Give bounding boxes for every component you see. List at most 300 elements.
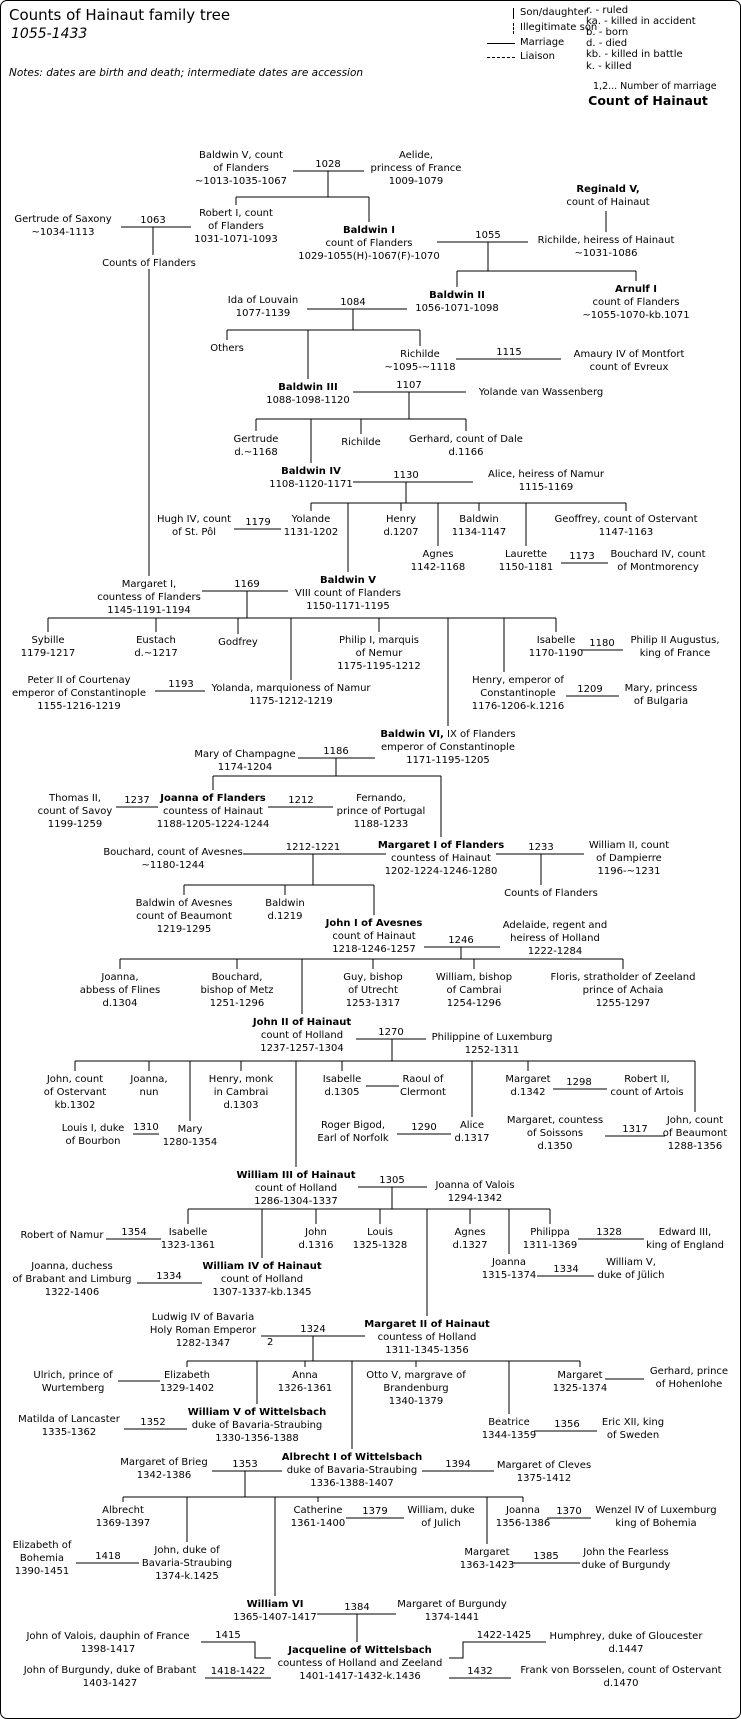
- person-text-line: king of Bohemia: [615, 1518, 697, 1529]
- person-text-line: of Soissons: [526, 1128, 584, 1139]
- abbrev-ruled: r. - ruled: [586, 5, 629, 16]
- person-gerhard-hohenlohe: [650, 1365, 728, 1391]
- person-text-line: Margaret I of Flanders: [377, 840, 505, 851]
- person-ida-louvain: [228, 294, 298, 320]
- person-text-line: count of Holland: [260, 1030, 344, 1041]
- person-text-line: 1196-~1231: [597, 866, 661, 877]
- person-text-line: 1375-1412: [516, 1473, 572, 1484]
- marriage-year-1246: 1246: [448, 935, 474, 946]
- person-text-line: William, duke: [407, 1505, 475, 1516]
- person-text-line: 1237-1257-1304: [260, 1043, 344, 1054]
- person-text-line: Agnes: [454, 1227, 486, 1238]
- person-eustach: [134, 634, 177, 660]
- person-text-line: countess of Flanders: [97, 592, 201, 603]
- person-text-line: 1202-1224-1246-1280: [384, 866, 498, 877]
- person-text-line: count of Artois: [610, 1087, 684, 1098]
- person-text-line: countess of Hainaut: [391, 853, 491, 864]
- person-text-line: heiress of Holland: [510, 933, 600, 944]
- person-text-line: 1311-1369: [522, 1240, 578, 1251]
- person-text-line: d.1342: [510, 1087, 546, 1098]
- person-text-line: Joanna,: [130, 1074, 168, 1085]
- person-aelide: [371, 149, 462, 188]
- person-text-line: 1315-1374: [481, 1270, 537, 1281]
- person-text-line: d.~1168: [234, 447, 278, 458]
- person-text-line: d.1447: [608, 1644, 644, 1655]
- person-mary-champagne: [194, 748, 295, 774]
- person-text-line: of Cambrai: [446, 985, 502, 996]
- person-text-line: Louis: [367, 1227, 393, 1238]
- person-text-line: Earl of Norfolk: [317, 1133, 389, 1144]
- person-text-line: Richilde, heiress of Hainaut: [537, 235, 675, 246]
- person-text-line: 1222-1284: [527, 946, 583, 957]
- person-text-line: Yolande: [291, 514, 331, 525]
- person-john-valois-dauphin: [26, 1630, 189, 1656]
- person-joanna-4: [496, 1504, 551, 1530]
- person-text-line: Richilde: [400, 349, 440, 360]
- person-joanna-valois: [435, 1179, 514, 1205]
- person-henry-monk-cambrai: [209, 1073, 273, 1112]
- liaison-line-icon: [487, 57, 515, 58]
- person-text-line: 1356-1386: [495, 1518, 551, 1529]
- notes-text: Notes: dates are birth and death; intermediate dates are accession: [9, 67, 364, 79]
- person-text-line: Robert II,: [624, 1074, 670, 1085]
- person-text-line: Yolanda, marquioness of Namur: [211, 683, 371, 694]
- person-text-line: William, bishop: [435, 972, 513, 983]
- person-text-line: Raoul of: [402, 1074, 444, 1085]
- person-william-iii-hainaut: [236, 1169, 355, 1208]
- person-text-line: kb.1302: [54, 1100, 96, 1111]
- person-text-line: prince of Portugal: [336, 806, 426, 817]
- person-text-line: d.1166: [448, 447, 484, 458]
- count-of-hainaut-bold-note: Count of Hainaut: [588, 93, 708, 108]
- person-text-line: Joanna: [505, 1505, 540, 1516]
- person-text-line: ~1013-1035-1067: [195, 176, 287, 187]
- person-catherine: [291, 1504, 346, 1530]
- person-text-line: duke of Bavaria-Straubing: [191, 1420, 323, 1431]
- person-text-line: 1252-1311: [464, 1045, 520, 1056]
- person-text-line: Hugh IV, count: [156, 514, 232, 525]
- person-text-line: William III of Hainaut: [236, 1170, 356, 1181]
- person-text-line: 1108-1120-1171: [269, 479, 353, 490]
- marriage-year-1233: 1233: [528, 842, 554, 853]
- person-john-bavaria-straubing: [142, 1544, 232, 1583]
- person-text-line: of Ostervant: [43, 1087, 107, 1098]
- person-henry-emperor: [472, 674, 565, 713]
- person-text-line: Baldwin V: [320, 575, 376, 586]
- person-bouchard-avesnes: [103, 846, 242, 872]
- person-text-line: ~1095-~1118: [384, 362, 456, 373]
- person-louis-2: [353, 1226, 408, 1252]
- person-otto-v-brandenburg: [366, 1369, 466, 1408]
- person-text-line: of Bourbon: [65, 1136, 121, 1147]
- legend-liaison-label: Liaison: [520, 51, 555, 62]
- person-text-line: Eric XII, king: [601, 1417, 665, 1428]
- person-richilde-3: [341, 436, 381, 449]
- person-text-line: Baldwin: [265, 898, 305, 909]
- person-margaret-4: [460, 1546, 515, 1572]
- person-text-line: 1199-1259: [47, 819, 103, 830]
- marriage-year-1418-1422: 1418-1422: [210, 1666, 266, 1677]
- marriage-year-1028: 1028: [315, 159, 341, 170]
- person-eric-xii-sweden: [602, 1416, 664, 1442]
- person-john-fearless: [582, 1546, 671, 1572]
- marriage-year-1418: 1418: [95, 1551, 121, 1562]
- person-text-line: of Beaumont: [662, 1128, 728, 1139]
- person-text-line: William VI: [246, 1599, 304, 1610]
- person-text-line: Joanna of Valois: [435, 1180, 515, 1191]
- person-anna: [278, 1369, 333, 1395]
- person-text-line: Constantinople: [480, 688, 556, 699]
- person-text-line: Godfrey: [218, 637, 258, 648]
- abbrev-born: b. - born: [586, 27, 629, 38]
- person-text-line: d.1470: [603, 1678, 639, 1689]
- person-mary-bulgaria: [625, 682, 698, 708]
- person-text-line: Holy Roman Emperor: [149, 1325, 257, 1336]
- person-text-line: 1307-1337-kb.1345: [212, 1287, 312, 1298]
- marriage-year-1055: 1055: [475, 230, 501, 241]
- person-amaury-montfort: [574, 348, 685, 374]
- person-text-line: 1009-1079: [388, 176, 444, 187]
- person-hugh-iv-st-pol: [157, 513, 231, 539]
- person-text-line: Henry: [385, 514, 417, 525]
- person-john-burgundy-brabant: [24, 1664, 197, 1690]
- person-peter-ii-courtenay: [12, 674, 146, 713]
- person-text-line: ~1055-1070-kb.1071: [582, 310, 690, 321]
- person-william-cambrai: [436, 971, 512, 1010]
- person-text-line: d.1327: [452, 1240, 488, 1251]
- name-fragment: Baldwin VI,: [380, 729, 444, 740]
- marriage-line-icon: [487, 43, 515, 44]
- person-baldwin-ii: [415, 289, 499, 315]
- marriage-year-1324: 1324: [300, 1324, 326, 1335]
- person-text-line: d.1304: [102, 998, 138, 1009]
- person-john-i-avesnes: [326, 917, 423, 956]
- person-text-line: 1175-1212-1219: [249, 696, 333, 707]
- person-baldwin-3: [265, 897, 304, 923]
- person-text-line: Bouchard,: [211, 972, 263, 983]
- person-john-beaumont: [663, 1114, 727, 1153]
- person-robert-i: [194, 207, 278, 246]
- person-text-line: d.1350: [537, 1141, 573, 1152]
- person-elizabeth-bohemia: [13, 1539, 72, 1578]
- person-text-line: VIII count of Flanders: [295, 588, 401, 599]
- person-text-line: d.1317: [454, 1133, 490, 1144]
- person-robert-ii-artois: [610, 1073, 683, 1099]
- person-joanna-of-flanders: [157, 792, 270, 831]
- person-roger-bigod: [317, 1119, 388, 1145]
- person-ludwig-iv-bavaria: [150, 1311, 256, 1350]
- person-text-line: 1335-1362: [41, 1427, 97, 1438]
- person-john-ostervant: [44, 1073, 106, 1112]
- person-text-line: Edward III,: [658, 1227, 712, 1238]
- person-text-line: John II of Hainaut: [252, 1017, 352, 1028]
- person-text-line: 1330-1356-1388: [215, 1433, 299, 1444]
- person-text-line: 1253-1317: [345, 998, 401, 1009]
- marriage-year-1270: 1270: [378, 1027, 404, 1038]
- person-text-line: 1254-1296: [446, 998, 502, 1009]
- person-text-line: Mary: [177, 1124, 203, 1135]
- person-text-line: John the Fearless: [583, 1547, 669, 1558]
- page-title: Counts of Hainaut family tree: [9, 6, 231, 24]
- person-text-line: 1179-1217: [20, 648, 76, 659]
- person-text-line: Elizabeth of: [12, 1540, 72, 1551]
- person-text-line: 1401-1417-1432-k.1436: [299, 1671, 421, 1682]
- person-agnes: [411, 548, 466, 574]
- person-text-line: Margaret, countess: [506, 1115, 604, 1126]
- person-text-line: Philippa: [530, 1227, 570, 1238]
- person-baldwin-iii: [266, 381, 350, 407]
- person-isabelle-2: [323, 1073, 362, 1099]
- person-text-line: ~1034-1113: [31, 227, 95, 238]
- person-text-line: Mary, princess: [624, 683, 698, 694]
- person-margaret-burgundy: [397, 1598, 507, 1624]
- number-of-marriage-note: 1,2... Number of marriage: [593, 81, 717, 92]
- marriage-year-1310: 1310: [133, 1122, 159, 1133]
- person-text-line: Aelide,: [398, 150, 434, 161]
- person-text-line: 1311-1345-1356: [385, 1345, 469, 1356]
- person-text-line: Louis I, duke: [61, 1123, 125, 1134]
- person-text-line: count of Savoy: [37, 806, 113, 817]
- person-text-line: William II, count: [588, 840, 670, 851]
- person-text-line: Gerhard, prince: [649, 1366, 729, 1377]
- person-text-line: 1286-1304-1337: [254, 1196, 338, 1207]
- person-text-line: of Hohenlohe: [655, 1379, 723, 1390]
- person-text-line: Peter II of Courtenay: [27, 675, 131, 686]
- marriage-year-1193: 1193: [168, 679, 194, 690]
- person-text-line: 1342-1386: [136, 1470, 192, 1481]
- person-text-line: Humphrey, duke of Gloucester: [549, 1631, 703, 1642]
- person-text-line: Agnes: [422, 549, 454, 560]
- person-text-line: of Sweden: [606, 1430, 660, 1441]
- person-richilde-hainaut: [538, 234, 675, 260]
- person-text-line: 1336-1388-1407: [310, 1478, 394, 1489]
- person-albrecht-2: [96, 1504, 151, 1530]
- person-text-line: Joanna, duchess: [31, 1261, 113, 1272]
- person-text-line: William V of Wittelsbach: [187, 1407, 327, 1418]
- person-william-julich-2: [407, 1504, 474, 1530]
- person-text-line: Isabelle: [168, 1227, 208, 1238]
- person-text-line: Alice: [459, 1120, 485, 1131]
- person-text-line: d.1219: [267, 911, 303, 922]
- person-yolanda-namur: [211, 682, 370, 708]
- person-henry-2: [384, 513, 419, 539]
- person-text-line: duke of Burgundy: [581, 1560, 671, 1571]
- person-text-line: princess of France: [370, 163, 462, 174]
- marriage-year-1354: 1354: [121, 1227, 147, 1238]
- person-text-line: Albrecht: [102, 1505, 144, 1516]
- marriage-year-1212-1221: 1212-1221: [285, 842, 341, 853]
- person-text-line: Adelaide, regent and: [502, 920, 608, 931]
- person-text-line: d.1303: [223, 1100, 259, 1111]
- marriage-year-1352: 1352: [140, 1417, 166, 1428]
- person-margaret-3: [553, 1369, 608, 1395]
- person-text-line: Catherine: [293, 1505, 343, 1516]
- person-text-line: of Flanders: [213, 163, 269, 174]
- person-isabelle-3: [161, 1226, 216, 1252]
- person-text-line: 1365-1407-1417: [233, 1612, 317, 1623]
- person-text-line: Joanna of Flanders: [160, 793, 266, 804]
- person-baldwin-v-viii: [295, 574, 401, 613]
- person-text-line: 1155-1216-1219: [37, 701, 121, 712]
- marriage-year-1415: 1415: [215, 1630, 241, 1641]
- person-text-line: emperor of Constantinople: [12, 688, 146, 699]
- marriage-year-1394: 1394: [445, 1459, 471, 1470]
- marriage-year-1379: 1379: [362, 1506, 388, 1517]
- person-text-line: Baldwin II: [429, 290, 485, 301]
- person-william-iv-hainaut: [202, 1260, 321, 1299]
- person-text-line: 1282-1347: [175, 1338, 231, 1349]
- person-text-line: Wenzel IV of Luxemburg: [595, 1505, 717, 1516]
- person-text-line: 1398-1417: [80, 1644, 136, 1655]
- person-text-line: 1325-1374: [552, 1383, 608, 1394]
- person-text-line: Brandenburg: [383, 1383, 449, 1394]
- person-text-line: John, count: [46, 1074, 104, 1085]
- person-text-line: 1088-1098-1120: [266, 395, 350, 406]
- person-text-line: Ulrich, prince of: [33, 1370, 113, 1381]
- person-text-line: Bouchard, count of Avesnes: [103, 847, 243, 858]
- person-text-line: 1280-1354: [162, 1137, 218, 1148]
- person-text-line: 1150-1181: [498, 562, 554, 573]
- person-bouchard-metz: [200, 971, 273, 1010]
- person-frank-borsselen: [520, 1664, 721, 1690]
- person-isabelle-1: [529, 634, 584, 660]
- person-text-line: nun: [139, 1087, 159, 1098]
- person-text-line: Anna: [292, 1370, 318, 1381]
- person-text-line: count of Evreux: [589, 362, 669, 373]
- person-margaret-soissons: [507, 1114, 603, 1153]
- person-margaret-i-of-flanders: [378, 839, 504, 878]
- person-text-line: 1219-1295: [156, 924, 212, 935]
- person-text-line: 1374-k.1425: [155, 1571, 219, 1582]
- person-geoffrey-ostervant: [554, 513, 697, 539]
- abbrev-killed-battle: kb. - killed in battle: [586, 49, 683, 60]
- person-text-line: Robert of Namur: [20, 1230, 104, 1241]
- person-text-line: count of Flanders: [325, 238, 413, 249]
- person-text-line: Floris, stratholder of Zeeland: [550, 972, 696, 983]
- person-baldwin-v-flanders: [195, 149, 287, 188]
- person-text-line: Margaret of Burgundy: [397, 1599, 507, 1610]
- person-text-line: 1374-1441: [424, 1612, 480, 1623]
- person-margaret-i-countess-flanders: [97, 578, 201, 617]
- person-text-line: Margaret: [557, 1370, 603, 1381]
- person-text-line: Philip II Augustus,: [630, 635, 720, 646]
- person-text-line: count of Flanders: [592, 297, 680, 308]
- person-adelaide-holland: [503, 919, 608, 958]
- son-daughter-line-icon: [513, 8, 514, 19]
- person-text-line: Joanna,: [101, 972, 139, 983]
- person-william-v-julich: [598, 1256, 665, 1282]
- person-text-line: Geoffrey, count of Ostervant: [554, 514, 698, 525]
- person-text-line: count of Holland: [254, 1183, 338, 1194]
- person-text-line: Roger Bigod,: [320, 1120, 386, 1131]
- person-text-line: of Bulgaria: [633, 696, 689, 707]
- person-text-line: of Montmorency: [617, 562, 699, 573]
- marriage-year-1173: 1173: [569, 551, 595, 562]
- person-text-line: 1325-1328: [352, 1240, 408, 1251]
- person-joanna-3: [482, 1256, 537, 1282]
- person-text-line: Wurtemberg: [41, 1383, 105, 1394]
- person-alice-namur: [488, 468, 604, 494]
- person-text-line: [380, 728, 515, 741]
- marriage-year-1370: 1370: [556, 1506, 582, 1517]
- person-text-line: Henry, emperor of: [472, 675, 564, 686]
- person-text-line: of Brabant and Limburg: [12, 1274, 132, 1285]
- person-text-line: Isabelle: [536, 635, 576, 646]
- person-text-line: 1150-1171-1195: [306, 601, 390, 612]
- person-text-line: Margaret of Brieg: [120, 1457, 208, 1468]
- person-text-line: ~1180-1244: [141, 860, 205, 871]
- marriage-year-1305: 1305: [379, 1175, 405, 1186]
- person-text-line: Fernando,: [356, 793, 406, 804]
- person-albrecht-i-wittelsbach: [282, 1451, 422, 1490]
- person-gertrude-2: [234, 433, 279, 459]
- person-text-line: of Utrecht: [348, 985, 398, 996]
- person-text-line: 1340-1379: [388, 1396, 444, 1407]
- marriage-year-1432: 1432: [467, 1666, 493, 1677]
- person-humphrey-gloucester: [550, 1630, 703, 1656]
- person-text-line: 1134-1147: [451, 527, 507, 538]
- person-text-line: 1255-1297: [595, 998, 651, 1009]
- marriage-year-1422-1425: 1422-1425: [476, 1630, 532, 1641]
- person-text-line: prince of Achaia: [582, 985, 664, 996]
- abbrev-killed: k. - killed: [586, 61, 632, 72]
- person-text-line: Guy, bishop: [343, 972, 403, 983]
- person-text-line: John, duke of: [154, 1545, 220, 1556]
- person-text-line: count of Holland: [220, 1274, 304, 1285]
- person-text-line: Counts of Flanders: [504, 888, 598, 899]
- marriage-year-1353: 1353: [232, 1459, 258, 1470]
- person-text-line: king of France: [639, 648, 711, 659]
- person-mary: [163, 1123, 218, 1149]
- person-text-line: John I of Avesnes: [325, 918, 423, 929]
- person-text-line: John of Burgundy, duke of Brabant: [23, 1665, 197, 1676]
- person-text-line: in Cambrai: [213, 1087, 269, 1098]
- person-margaret-brieg: [120, 1456, 207, 1482]
- person-text-line: Amaury IV of Montfort: [573, 349, 685, 360]
- person-text-line: Albrecht I of Wittelsbach: [281, 1452, 423, 1463]
- person-text-line: Yolande van Wassenberg: [478, 387, 604, 398]
- person-baldwin-i: [298, 224, 440, 263]
- person-text-line: 1326-1361: [277, 1383, 333, 1394]
- person-text-line: 1329-1402: [159, 1383, 215, 1394]
- person-text-line: Margaret I,: [121, 579, 177, 590]
- person-baldwin-2: [452, 513, 507, 539]
- person-text-line: 1361-1400: [290, 1518, 346, 1529]
- marriage-year-1290: 1290: [411, 1122, 437, 1133]
- person-text-line: Gerhard, count of Dale: [409, 434, 523, 445]
- abbrev-died: d. - died: [586, 38, 628, 49]
- person-joanna-abbess-flines: [80, 971, 160, 1010]
- person-text-line: of St. Pôl: [171, 527, 216, 538]
- person-text-line: Bavaria-Straubing: [141, 1558, 233, 1569]
- person-edward-iii: [646, 1226, 724, 1252]
- counts-of-flanders-label-2: [504, 887, 598, 900]
- marriage-year-1356: 1356: [554, 1419, 580, 1430]
- marriage-year-1385: 1385: [533, 1551, 559, 1562]
- person-text-line: Laurette: [504, 549, 548, 560]
- person-text-line: duke of Jülich: [597, 1270, 665, 1281]
- person-laurette: [499, 548, 554, 574]
- person-text-line: 1403-1427: [82, 1678, 138, 1689]
- person-text-line: ~1031-1086: [574, 248, 638, 259]
- person-text-line: Margaret: [505, 1074, 551, 1085]
- person-text-line: John: [305, 1227, 327, 1238]
- person-fernando-portugal: [337, 792, 426, 831]
- person-baldwin-iv: [269, 465, 353, 491]
- marriage-year-1212: 1212: [288, 795, 314, 806]
- person-text-line: Frank von Borsselen, count of Ostervant: [520, 1665, 722, 1676]
- person-margaret-cleves: [497, 1459, 591, 1485]
